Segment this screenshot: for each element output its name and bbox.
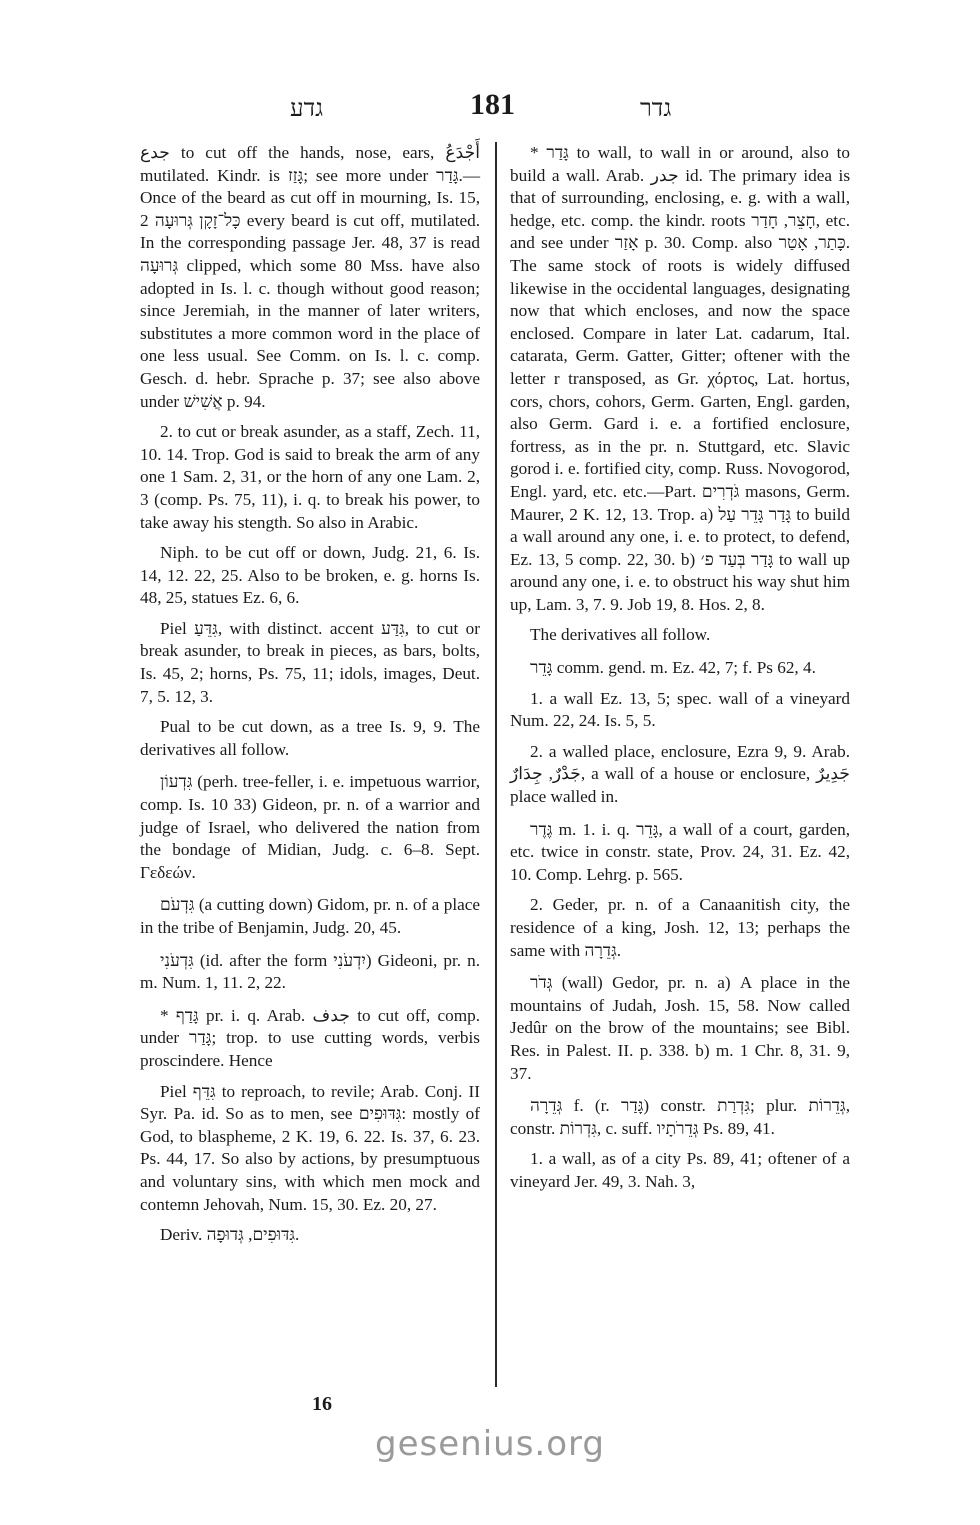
entry-paragraph: 1. a wall, as of a city Ps. 89, 41; oftener of a vineyard Jer. 49, 3. Nah. 3, bbox=[510, 1149, 850, 1191]
entry-paragraph: Niph. to be cut off or down, Judg. 21, 6. Is. 14, 12. 22, 25. Also to be broken, e. g. horns Is. 48, 25, statues Ez. 6, 6. bbox=[140, 543, 480, 608]
entry-paragraph: The derivatives all follow. bbox=[530, 625, 711, 645]
right-column bbox=[510, 142, 850, 1202]
entry-paragraph: Piel גִּדֵּעַ, with distinct. accent גִּדַּע, to cut or break asunder, to break in pieces, as bars, bolts, Is. 45, 2; horns, Ps. 75, 11; idols, images, Deut. 7, 5. 12, 3. bbox=[140, 618, 480, 706]
entry-paragraph: 1. a wall Ez. 13, 5; spec. wall of a vineyard Num. 22, 24. Is. 5, 5. bbox=[510, 688, 850, 731]
signature-mark: 16 bbox=[312, 1393, 332, 1415]
entry-gidom: גִּדְעֹם (a cutting down) Gidom, pr. n. of a place in the tribe of Benjamin, Judg. 20, 45. bbox=[140, 895, 480, 937]
entry-gederah: גְּדֵרָה f. (r. גָּדַר) constr. גִּדְרַת; plur. גְּדֵרוֹת, constr. גִּדְרוֹת, c. suff. גְּדֵרֹתָיו Ps. 89, 41. bbox=[510, 1096, 850, 1138]
entry-gadaf: * גָּדַף pr. i. q. Arab. جدف to cut off, comp. under גָּדַר; trop. to use cutting words, verbis proscindere. Hence bbox=[140, 1005, 480, 1070]
entry-paragraph: Piel גִּדֵּף to reproach, to revile; Arab. Conj. II Syr. Pa. id. So as to men, see גִּדּוּפִים: mostly of God, to blaspheme, 2 K. 19, 6. 22. Is. 37, 6. 23. Ps. 44, 17. So also by actions, by presumptuous and voluntary sins, with which men mock and contemn Jehovah, Num. 15, 30. Ez. 20, 27. bbox=[140, 1081, 480, 1214]
column-divider bbox=[495, 142, 497, 1387]
entry-paragraph: 2. Geder, pr. n. of a Canaanitish city, the residence of a king, Josh. 12, 13; perhaps the same with גְּדֵרָה. bbox=[510, 895, 850, 960]
entry-gideoni: גִּדְעֹנִי (id. after the form יִדְעֹנִי) Gideoni, pr. n. m. Num. 1, 11. 2, 22. bbox=[140, 950, 481, 993]
header-left-catchword: גדע bbox=[290, 94, 324, 122]
entry-geder: גֶּדֶר m. 1. i. q. גָּדֵר, a wall of a court, garden, etc. twice in constr. state, Prov. 24, 31. Ez. 42, 10. Comp. Lehrg. p. 565. bbox=[510, 819, 850, 884]
entry-paragraph: 2. to cut or break asunder, as a staff, Zech. 11, 10. 14. Trop. God is said to break the arm of any one 1 Sam. 2, 31, or the horn of any one Lam. 2, 3 (comp. Ps. 75, 11), i. q. to break his power, to take away his stength. So also in Arabic. bbox=[140, 422, 480, 532]
entry-gideon: גִּדְעוֹן (perh. tree-feller, i. e. impetuous warrior, comp. Is. 10 33) Gideon, pr. n. of a warrior and judge of Israel, who delivered the nation from the bondage of Midian, Judg. c. 6–8. Sept. Γεδεών. bbox=[140, 772, 480, 882]
left-column bbox=[140, 142, 480, 1255]
entry-gadar: * גָּדַר to wall, to wall in or around, also to build a wall. Arab. جدر id. The primary idea is that of surrounding, enclosing, e. g. with a wall, hedge, etc. comp. the kindr. roots חָצֵר, חָדַר, etc. and see under אָזַר p. 30. Comp. also כָּתַר, אָטַר. The same stock of roots is widely diffused likewise in the occidental languages, designating now that which encloses, and now the space enclosed. Compare in later Lat. cadarum, Ital. catarata, Germ. Gatter, Gitter; oftener with the letter r transposed, as Gr. χόρτος, Lat. hortus, cors, chors, cohors, Germ. Garten, Engl. garden, also Germ. Gard i. e. a fortified enclosure, fortress, as in the pr. n. Stuttgard, etc. Slavic gorod i. e. fortified city, comp. Russ. Novogorod, Engl. yard, etc. etc.—Part. גֹּדְרִים masons, Germ. Maurer, 2 K. 12, 13. Trop. a) גָּדַר גָּדֵר עַל to build a wall around any one, i. e. to protect, to defend, Ez. 13, 5 comp. 22, 30. b) גָּדַר בְּעַד פ׳ to wall up around any one, i. e. to obstruct his way shut him up, Lam. 3, 7. 9. Job 19, 8. Hos. 2, 8. bbox=[510, 143, 851, 614]
entry-gader: גָּדֵר comm. gend. m. Ez. 42, 7; f. Ps 62, 4. bbox=[530, 658, 816, 678]
header-right-catchword: גדר bbox=[640, 94, 672, 122]
watermark: gesenius.org bbox=[375, 1424, 605, 1464]
entry-gedor: גְּדֹר (wall) Gedor, pr. n. a) A place in the mountains of Judah, Josh. 15, 58. Now called Jedûr on the brow of the mountains; see Bibl. Res. in Palest. II. p. 338. b) m. 1 Chr. 8, 31. 9, 37. bbox=[510, 973, 850, 1083]
entry-paragraph: جدع to cut off the hands, nose, ears, أَجْدَعُ mutilated. Kindr. is גָּזַז; see more under גָּדַר.—Once of the beard as cut off in mourning, Is. 15, 2 כָּל־זָקָן גְּרוּעָה every beard is cut off, mutilated. In the corresponding passage Jer. 48, 37 is read גְּרוּעָה clipped, which some 80 Mss. have also adopted in Is. l. c. though without good reason; since Jeremiah, in the manner of later writers, substitutes a more common word in the place of one less usual. See Comm. on Is. l. c. comp. Gesch. d. hebr. Sprache p. 37; see also above under אֲשִׁישׁ p. 94. bbox=[140, 143, 480, 411]
entry-paragraph: 2. a walled place, enclosure, Ezra 9, 9. Arab. جَدْرٌ, جِدَارٌ, a wall of a house or enclosure, جَدِيرٌ place walled in. bbox=[510, 741, 851, 807]
page-number: 181 bbox=[470, 88, 515, 121]
page-header bbox=[0, 88, 980, 128]
entry-paragraph: Pual to be cut down, as a tree Is. 9, 9. The derivatives all follow. bbox=[140, 717, 480, 759]
entry-derivatives: Deriv. גִּדּוּפִים, גְּדוּפָה. bbox=[160, 1225, 300, 1245]
